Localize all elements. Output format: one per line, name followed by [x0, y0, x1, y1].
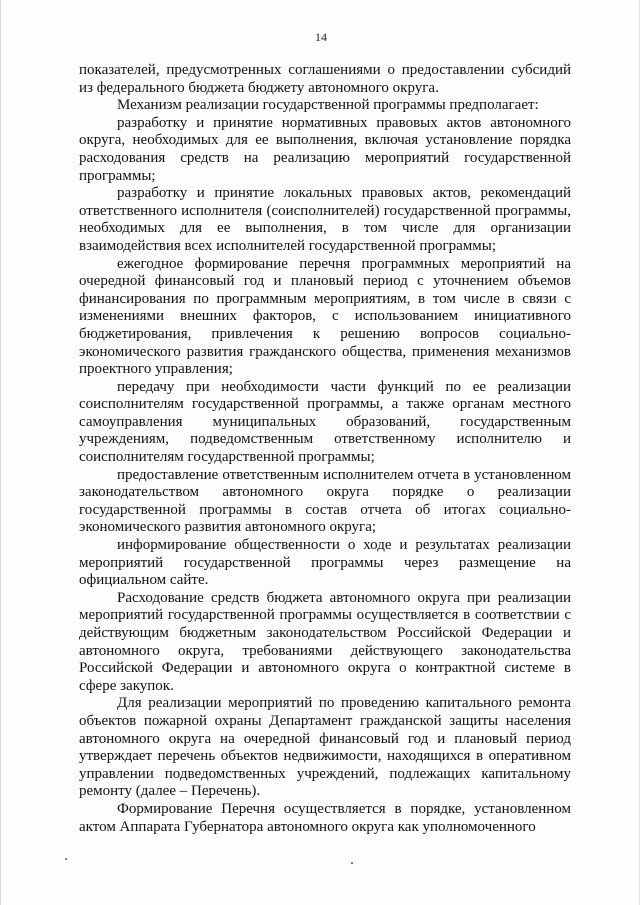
paragraph-annual-list: ежегодное формирование перечня программных мероприятий на очередной финансовый год и плановый период с уточнением объемов финансирования по программным мероприятиям, в том числе в связи с изменениями внешних факторов, с использованием инициативного бюджетирования, привлечения к решению вопросов социально-экономического развития гражданского общества, применения механизмов проектного управления; [79, 255, 571, 378]
paragraph-budget-spending: Расходование средств бюджета автономного округа при реализации мероприятий государственной программы осуществляется в соответствии с действующим бюджетным законодательством Российской Федерации и автономного округа, требованиями действующего законодательства Российской Федерации и автономного округа о контрактной системе в сфере закупок. [79, 589, 571, 694]
paragraph-capital-repair: Для реализации мероприятий по проведению капитального ремонта объектов пожарной охраны Департамент гражданской защиты населения автономного округа на очередной финансовый год и плановый период утверждает перечень объектов недвижимости, находящихся в оперативном управлении подведомственных учреждений, подлежащих капитальному ремонту (далее – Перечень). [79, 695, 571, 800]
paragraph-list-formation: Формирование Перечня осуществляется в порядке, установленном актом Аппарата Губернатора автономного округа как уполномоченного [79, 800, 571, 835]
page-number: 14 [315, 30, 327, 44]
paragraph-local-acts: разработку и принятие локальных правовых актов, рекомендаций ответственного исполнителя (соисполнителей) государственной программы, необходимых для ее выполнения, в том числе для организации взаимодействия всех исполнителей государственной программы; [79, 185, 571, 254]
paragraph-public-info: информирование общественности о ходе и результатах реализации мероприятий государственной программы через размещение на официальном сайте. [79, 537, 571, 589]
paragraph-normative-acts: разработку и принятие нормативных правовых актов автономного округа, необходимых для ее выполнения, включая установление порядка расходования средств на реализацию мероприятий государственной программы; [79, 114, 571, 184]
scan-speck [351, 862, 353, 864]
paragraph-continuation: показателей, предусмотренных соглашениями о предоставлении субсидий из федерального бюджета бюджету автономного округа. [79, 62, 571, 96]
paragraph-report: предоставление ответственным исполнителем отчета в установленном законодательством автономного округа порядке о реализации государственной программы в состав отчета об итогах социально-экономического развития автономного округа; [79, 466, 571, 536]
scan-speck [65, 858, 67, 860]
paragraph-transfer-functions: передачу при необходимости части функций по ее реализации соисполнителям государственной программы, а также органам местного самоуправления муниципальных образований, государственным учреждениям, подведомственным ответственному исполнителю и соисполнителям государственной программы; [79, 378, 571, 466]
paragraph-mechanism-intro: Механизм реализации государственной программы предполагает: [117, 97, 539, 114]
document-body [79, 62, 571, 836]
